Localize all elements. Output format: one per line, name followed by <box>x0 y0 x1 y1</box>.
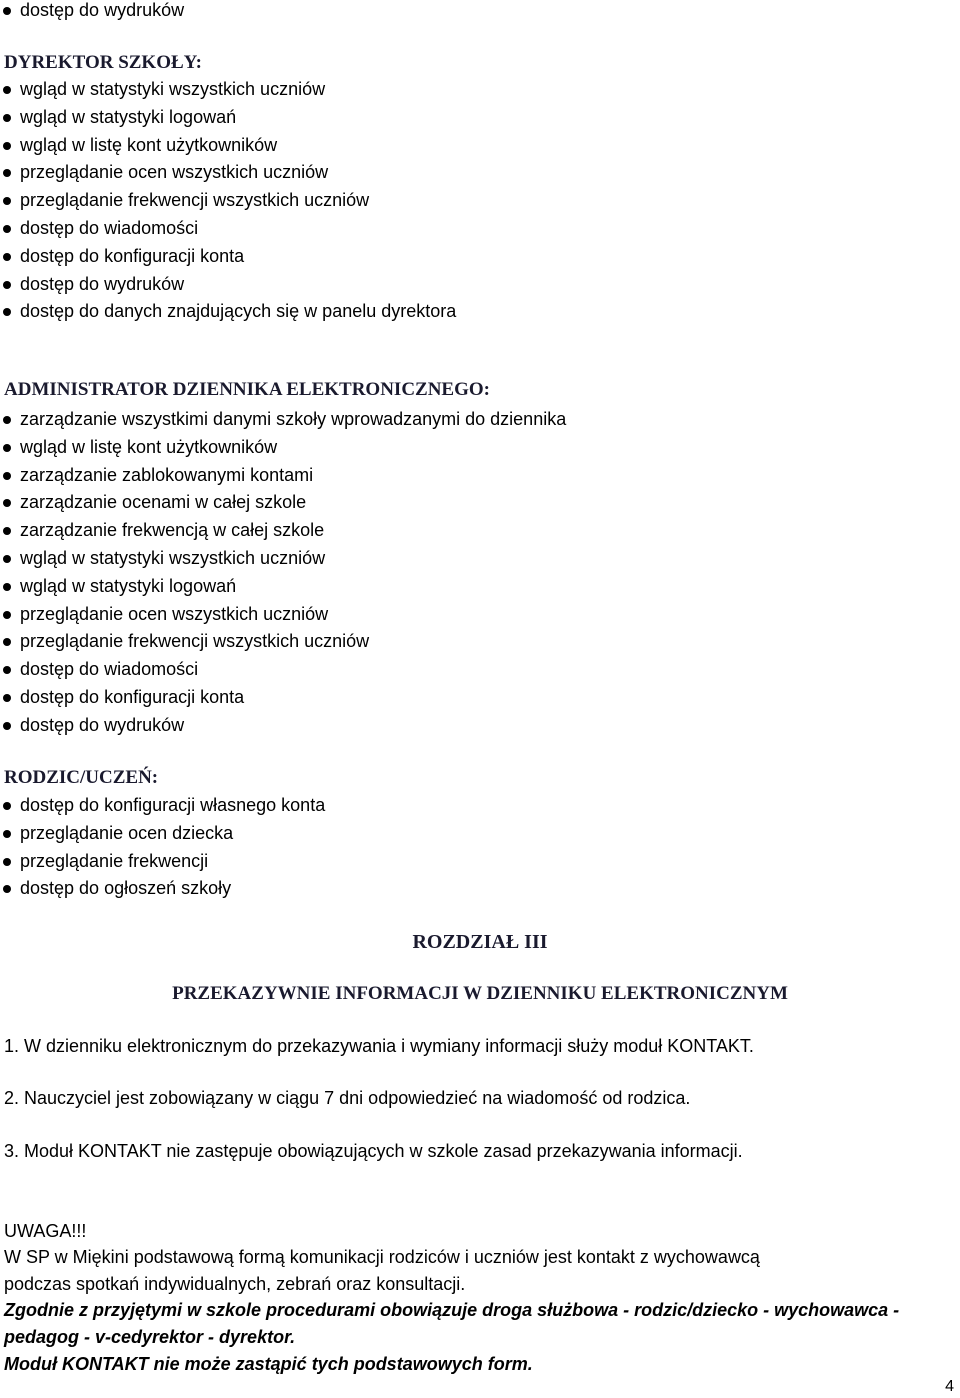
bullet-icon <box>3 666 11 674</box>
bullet-icon <box>3 444 11 452</box>
list-item-label: wgląd w statystyki wszystkich uczniów <box>20 547 326 568</box>
top-list <box>0 0 184 25</box>
list-item: dostęp do wydruków <box>0 0 184 25</box>
note-italic-1: Zgodnie z przyjętymi w szkole procedurami obowiązuje droga służbowa - rodzic/dziecko - wychowawca - <box>4 1300 900 1320</box>
bullet-icon <box>3 308 11 316</box>
chapter-title: ROZDZIAŁ III <box>412 931 548 953</box>
list-item <box>0 76 456 104</box>
list-item-label: dostęp do wiadomości <box>20 217 199 238</box>
bullet-icon <box>3 722 11 730</box>
bullet-icon <box>3 830 11 838</box>
bullet-icon <box>3 253 11 261</box>
list-item <box>0 104 456 132</box>
list-item <box>0 215 456 243</box>
list-item <box>0 875 325 903</box>
bullet-icon <box>3 583 11 591</box>
list-item-label: przeglądanie ocen wszystkich uczniów <box>20 603 329 624</box>
note-line-2: podczas spotkań indywidualnych, zebrań oraz konsultacji. <box>4 1274 466 1294</box>
list-item <box>0 628 566 656</box>
list-item <box>0 656 566 684</box>
list-item-label: dostęp do wydruków <box>20 714 185 735</box>
list-item-label: dostęp do konfiguracji konta <box>20 245 245 266</box>
list-item <box>0 489 566 517</box>
bullet-icon <box>3 611 11 619</box>
point-1: 1. W dzienniku elektronicznym do przekazywania i wymiany informacji służy moduł KONTAKT. <box>4 1036 754 1056</box>
bullet-icon <box>3 197 11 205</box>
list-item-label: wgląd w statystyki logowań <box>20 575 237 596</box>
list-item-label: wgląd w statystyki logowań <box>20 106 237 127</box>
list-item-label: przeglądanie ocen wszystkich uczniów <box>20 162 329 183</box>
list-item <box>0 434 566 462</box>
bullet-icon <box>3 555 11 563</box>
bullet-icon <box>3 638 11 646</box>
bullet-icon <box>3 472 11 480</box>
list-item <box>0 684 566 712</box>
rodzic-list <box>0 792 325 903</box>
list-item <box>0 601 566 629</box>
point-2: 2. Nauczyciel jest zobowiązany w ciągu 7 dni odpowiedzieć na wiadomość od rodzica. <box>4 1088 691 1108</box>
list-item-label: wgląd w listę kont użytkowników <box>20 436 278 457</box>
list-item-label: zarządzanie ocenami w całej szkole <box>20 492 307 513</box>
bullet-icon <box>3 114 11 122</box>
bullet-icon <box>3 885 11 893</box>
bullet-icon <box>3 142 11 150</box>
list-item <box>0 712 566 740</box>
list-item <box>0 271 456 299</box>
list-item <box>0 243 456 271</box>
bullet-icon <box>3 225 11 233</box>
list-item <box>0 132 456 160</box>
list-item <box>0 159 456 187</box>
list-item <box>0 462 566 490</box>
chapter-subtitle: PRZEKAZYWNIE INFORMACJI W DZIENNIKU ELEKTRONICZNYM <box>172 983 788 1004</box>
list-item-label: dostęp do konfiguracji konta <box>20 686 245 707</box>
list-item <box>0 792 325 820</box>
list-item <box>0 517 566 545</box>
list-item <box>0 545 566 573</box>
list-item-label: wgląd w statystyki wszystkich uczniów <box>20 79 326 99</box>
list-item-label: dostęp do konfiguracji własnego konta <box>20 795 326 815</box>
list-item <box>0 820 325 848</box>
list-item-label: dostęp do wiadomości <box>20 659 199 680</box>
bullet-icon <box>3 7 11 15</box>
list-item-label: dostęp do danych znajdujących się w panelu dyrektora <box>20 301 457 322</box>
bullet-icon <box>3 281 11 289</box>
rodzic-heading: RODZIC/UCZEŃ: <box>4 767 159 788</box>
list-item <box>0 187 456 215</box>
page-number: 4 <box>945 1378 954 1395</box>
note-label: UWAGA!!! <box>4 1221 87 1241</box>
admin-heading: ADMINISTRATOR DZIENNIKA ELEKTRONICZNEGO: <box>4 379 490 400</box>
list-item-label: wgląd w listę kont użytkowników <box>20 134 278 155</box>
list-item-label: dostęp do ogłoszeń szkoły <box>20 878 232 899</box>
dyrektor-list <box>0 76 456 326</box>
admin-list <box>0 406 566 740</box>
list-item-label: zarządzanie zablokowanymi kontami <box>20 464 314 485</box>
bullet-icon <box>3 802 11 810</box>
list-item-label: przeglądanie frekwencji wszystkich uczniów <box>20 631 370 652</box>
note-italic-2: pedagog - v-cedyrektor - dyrektor. <box>4 1327 296 1347</box>
list-item <box>0 848 325 876</box>
list-item-label: zarządzanie frekwencją w całej szkole <box>20 520 325 541</box>
list-item-label: przeglądanie frekwencji <box>20 850 209 871</box>
dyrektor-heading: DYREKTOR SZKOŁY: <box>4 52 202 73</box>
list-item <box>0 573 566 601</box>
note-line-1: W SP w Miękini podstawową formą komunikacji rodziców i uczniów jest kontakt z wychowawcą <box>4 1247 760 1267</box>
list-item-label: zarządzanie wszystkimi danymi szkoły wprowadzanymi do dziennika <box>20 409 567 429</box>
bullet-icon <box>3 169 11 177</box>
list-item-label: dostęp do wydruków <box>20 273 185 294</box>
bullet-icon <box>3 416 11 424</box>
bullet-icon <box>3 86 11 94</box>
point-3: 3. Moduł KONTAKT nie zastępuje obowiązujących w szkole zasad przekazywania informacji. <box>4 1141 743 1161</box>
list-item <box>0 406 566 434</box>
list-item-label: przeglądanie ocen dziecka <box>20 822 234 843</box>
bullet-icon <box>3 499 11 507</box>
bullet-icon <box>3 858 11 866</box>
note-italic-3: Moduł KONTAKT nie może zastąpić tych podstawowych form. <box>4 1354 533 1374</box>
bullet-icon <box>3 527 11 535</box>
list-item <box>0 298 456 326</box>
list-item-label: przeglądanie frekwencji wszystkich uczniów <box>20 190 370 211</box>
bullet-icon <box>3 694 11 702</box>
